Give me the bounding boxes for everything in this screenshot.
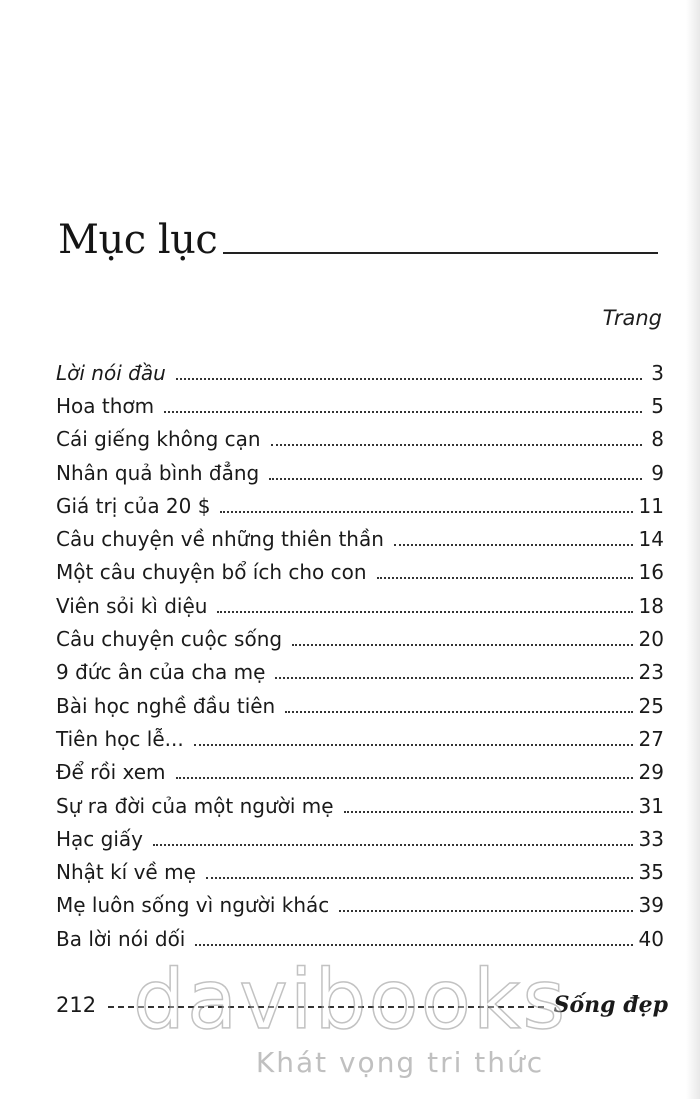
toc-entry xyxy=(56,656,664,689)
toc-entry-title: Một câu chuyện bổ ích cho con xyxy=(56,560,367,585)
dot-leader xyxy=(164,411,642,413)
toc-entry-page: 9 xyxy=(651,460,664,485)
toc-entry-title: Viên sỏi kì diệu xyxy=(56,593,208,618)
toc-heading xyxy=(58,210,658,263)
dot-leader xyxy=(377,577,633,579)
toc-entry-title: Bài học nghề đầu tiên xyxy=(56,693,276,718)
toc-entry-page: 23 xyxy=(638,660,664,685)
toc-entry-title: Sự ra đời của một người mẹ xyxy=(56,793,334,818)
watermark-brand: davibooks xyxy=(132,953,568,1048)
dot-leader xyxy=(195,944,632,946)
page-edge-shadow xyxy=(686,0,700,1099)
page-column-header: Trang xyxy=(602,306,662,330)
toc-entry-page: 27 xyxy=(638,726,664,751)
toc-entry xyxy=(56,556,664,589)
toc-entry xyxy=(56,822,664,855)
toc-entry xyxy=(56,855,664,888)
dot-leader xyxy=(394,544,633,546)
dot-leader xyxy=(339,910,632,912)
toc-entry-title: Mẹ luôn sống vì người khác xyxy=(56,893,330,918)
toc-entry-page: 40 xyxy=(638,926,664,951)
heading-underline xyxy=(223,252,658,254)
toc-entry-page: 29 xyxy=(638,760,664,785)
toc-entry-title: Để rồi xem xyxy=(56,760,166,785)
toc-entry xyxy=(56,356,664,389)
heading-title: Mục lục xyxy=(58,217,218,263)
dot-leader xyxy=(275,677,632,679)
dot-leader xyxy=(271,444,642,446)
dot-leader xyxy=(344,811,633,813)
toc-entry-page: 20 xyxy=(638,627,664,652)
dot-leader xyxy=(220,511,632,513)
toc-entry xyxy=(56,456,664,489)
dot-leader xyxy=(153,844,633,846)
toc-entry-page: 14 xyxy=(638,527,664,552)
dot-leader xyxy=(217,611,632,613)
toc-entry-page: 35 xyxy=(638,860,664,885)
toc-entry xyxy=(56,756,664,789)
table-of-contents xyxy=(56,356,664,955)
dot-leader xyxy=(176,777,633,779)
toc-entry-page: 33 xyxy=(638,826,664,851)
dot-leader xyxy=(206,877,633,879)
page-footer xyxy=(56,990,668,1020)
toc-entry-title: Câu chuyện cuộc sống xyxy=(56,627,283,652)
toc-entry xyxy=(56,489,664,522)
watermark-slogan: Khát vọng tri thức xyxy=(255,1046,545,1079)
toc-entry-title: Ba lời nói dối xyxy=(56,926,186,951)
toc-entry-title: Hoa thơm xyxy=(56,393,155,418)
toc-entry-title: Hạc giấy xyxy=(56,826,143,851)
dot-leader xyxy=(292,644,632,646)
toc-entry-title: Giá trị của 20 $ xyxy=(56,493,211,518)
toc-entry-title: 9 đức ân của cha mẹ xyxy=(56,660,266,685)
toc-entry xyxy=(56,689,664,722)
toc-entry xyxy=(56,589,664,622)
dot-leader xyxy=(285,711,632,713)
toc-entry-page: 11 xyxy=(638,493,664,518)
page-number: 212 xyxy=(56,993,97,1017)
toc-entry-title: Cái giếng không cạn xyxy=(56,427,261,452)
toc-entry-page: 8 xyxy=(651,427,664,452)
toc-entry xyxy=(56,922,664,955)
dot-leader xyxy=(194,744,633,746)
toc-entry-page: 39 xyxy=(638,893,664,918)
toc-entry-title: Tiên học lễ... xyxy=(56,726,184,751)
toc-entry-page: 31 xyxy=(638,793,664,818)
toc-entry xyxy=(56,722,664,755)
footer-dash-leader xyxy=(108,1006,544,1008)
toc-entry-page: 25 xyxy=(638,693,664,718)
dot-leader xyxy=(176,378,642,380)
toc-entry-title: Lời nói đầu xyxy=(56,360,166,385)
toc-entry xyxy=(56,789,664,822)
toc-entry-page: 18 xyxy=(638,593,664,618)
toc-entry-title: Câu chuyện về những thiên thần xyxy=(56,527,384,552)
toc-entry xyxy=(56,423,664,456)
toc-entry-page: 3 xyxy=(651,360,664,385)
toc-entry xyxy=(56,622,664,655)
toc-entry-page: 5 xyxy=(651,393,664,418)
toc-entry-page: 16 xyxy=(638,560,664,585)
toc-entry-title: Nhân quả bình đẳng xyxy=(56,460,260,485)
toc-entry xyxy=(56,522,664,555)
toc-entry xyxy=(56,889,664,922)
dot-leader xyxy=(269,478,642,480)
toc-entry xyxy=(56,389,664,422)
book-title: Sống đẹp xyxy=(553,992,668,1018)
toc-entry-title: Nhật kí về mẹ xyxy=(56,860,196,885)
